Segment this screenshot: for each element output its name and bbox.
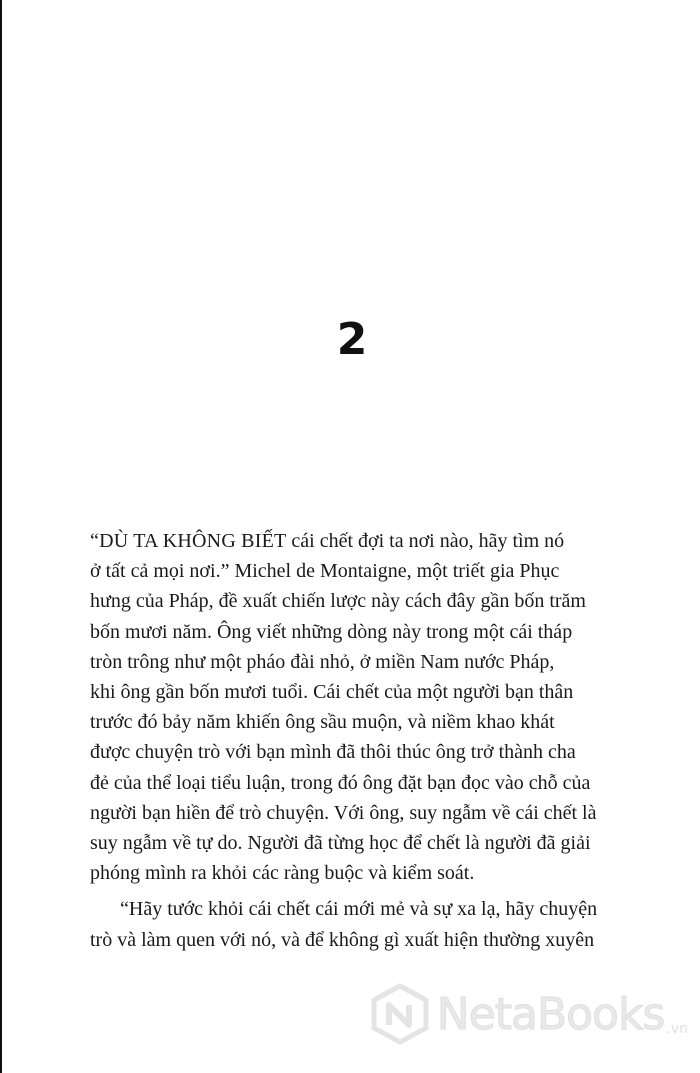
paragraph-1-line: được chuyện trò với bạn mình đã thôi thúc ông trở thành cha [90, 741, 576, 764]
paragraph-2-line: trò và làm quen với nó, và để không gì xuất hiện thường xuyên [90, 928, 595, 951]
chapter-number: 2 [336, 314, 368, 365]
body-text [90, 526, 650, 955]
paragraph-1-line-1-rest: cái chết đợi ta nơi nào, hãy tìm nó [286, 530, 565, 552]
paragraph-1-line-1 [90, 526, 650, 556]
paragraph-1-line: trước đó bảy năm khiến ông sầu muộn, và niềm khao khát [90, 711, 555, 734]
watermark [369, 983, 688, 1045]
paragraph-1-line: người bạn hiền để trò chuyện. Với ông, suy ngẫm về cái chết là [90, 801, 597, 824]
paragraph-1-line: đẻ của thể loại tiểu luận, trong đó ông đặt bạn đọc vào chỗ của [90, 771, 591, 794]
paragraph-1-line: hưng của Pháp, đề xuất chiến lược này cách đây gần bốn trăm [90, 590, 586, 613]
paragraph-1-line: tròn trông như một pháo đài nhỏ, ở miền Nam nước Pháp, [90, 650, 555, 673]
paragraph-2-line: “Hãy tước khỏi cái chết cái mới mẻ và sự xa lạ, hãy chuyện [120, 898, 598, 921]
watermark-suffix: .vn [666, 1021, 688, 1037]
paragraph-1-line: suy ngẫm về tự do. Người đã từng học để chết là người đã giải [90, 832, 591, 855]
paragraph-1-line: ở tất cả mọi nơi.” Michel de Montaigne, một triết gia Phục [90, 560, 560, 583]
watermark-brand: NetaBooks [436, 988, 665, 1040]
netabooks-logo-icon [369, 983, 431, 1045]
paragraph-1-lead: “DÙ TA KHÔNG BIẾT [90, 530, 287, 552]
paragraph-1-line: bốn mươi năm. Ông viết những dòng này trong một cái tháp [90, 620, 573, 643]
paragraph-1-line: phóng mình ra khỏi các ràng buộc và kiểm soát. [90, 862, 475, 885]
paragraph-1-line: khi ông gần bốn mươi tuổi. Cái chết của một người bạn thân [90, 681, 574, 704]
